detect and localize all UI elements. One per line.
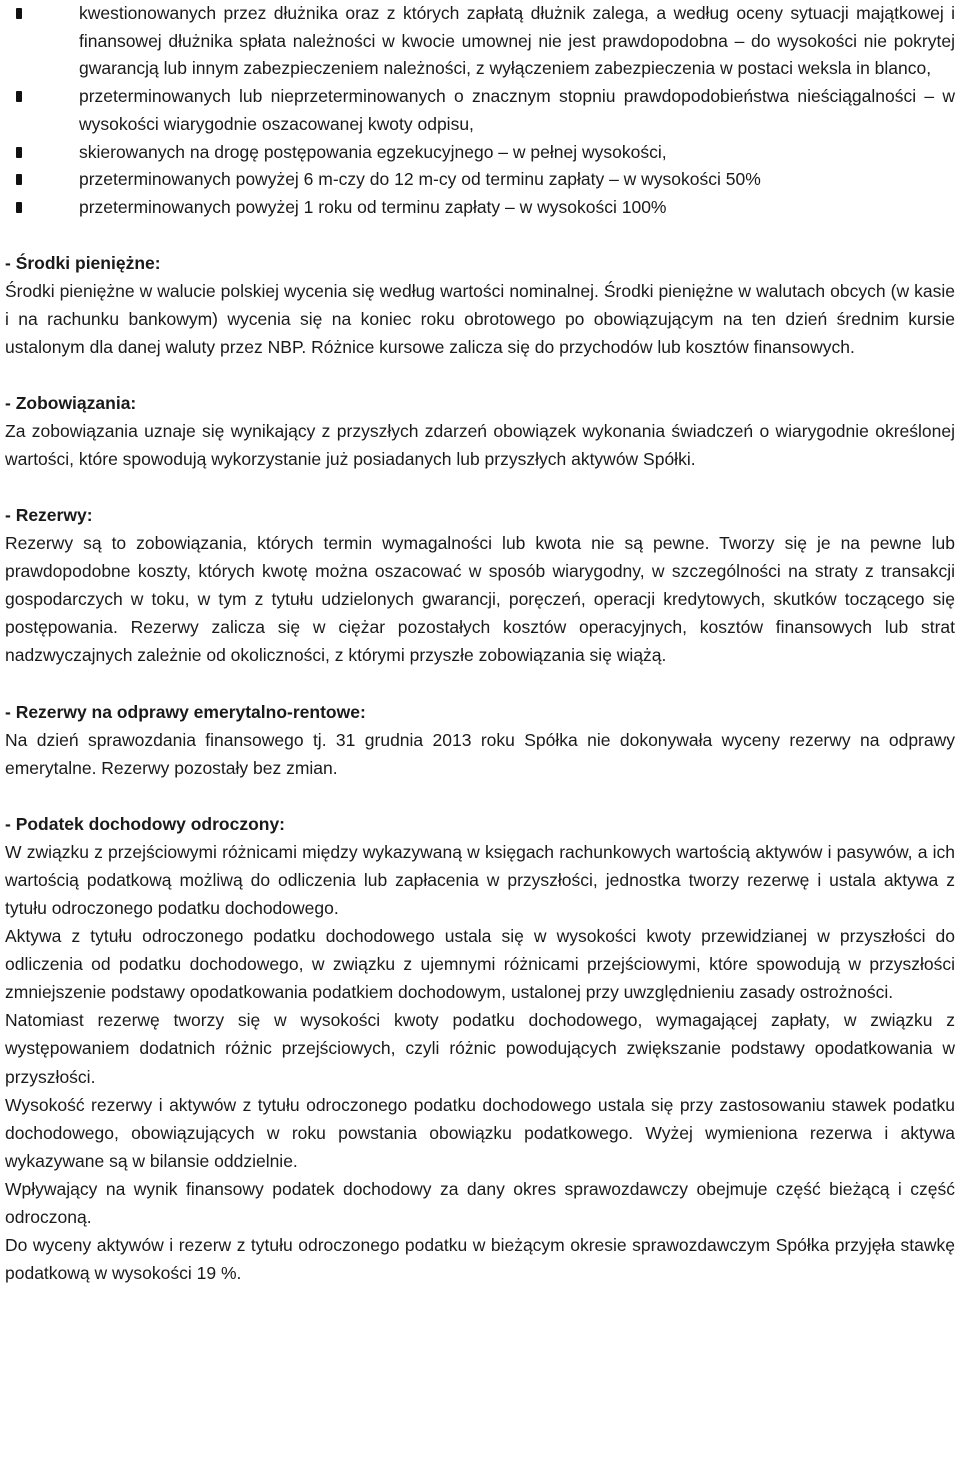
section-provisions xyxy=(5,501,955,669)
list-item xyxy=(5,83,955,138)
paragraph: Na dzień sprawozdania finansowego tj. 31 grudnia 2013 roku Spółka nie dokonywała wyceny rezerwy na odprawy emerytalne. Rezerwy pozostały bez zmian. xyxy=(5,729,955,778)
paragraph: Za zobowiązania uznaje się wynikający z przyszłych zdarzeń obowiązek wykonania świadczeń o wiarygodnie określonej wartości, które spowodują wykorzystanie już posiadanych lub przyszłych aktywów Spółki. xyxy=(5,420,955,469)
document-page xyxy=(5,0,955,1287)
bullet-square-icon xyxy=(16,202,22,213)
section-deferred-tax xyxy=(5,810,955,1288)
list-item-text: przeterminowanych powyżej 6 m-czy do 12 m-cy od terminu zapłaty – w wysokości 50% xyxy=(79,169,761,190)
paragraph: Wpływający na wynik finansowy podatek dochodowy za dany okres sprawozdawczy obejmuje część bieżącą i część odroczoną. xyxy=(5,1178,955,1227)
bullet-square-icon xyxy=(16,91,22,102)
paragraph: Rezerwy są to zobowiązania, których termin wymagalności lub kwota nie są pewne. Tworzy się je na pewne lub prawdopodobne koszty, których kwotę można oszacować w sposób wiarygodny, w szczególności na straty z transakcji gospodarczych w toku, w tym z tytułu udzielonych gwarancji, poręczeń, operacji kredytowych, skutków toczącego się postępowania. Rezerwy zalicza się w ciężar pozostałych kosztów operacyjnych, kosztów finansowych lub strat nadzwyczajnych zależnie od okoliczności, z którymi przyszłe zobowiązania się wiążą. xyxy=(5,533,955,666)
list-item-text: kwestionowanych przez dłużnika oraz z których zapłatą dłużnik zalega, a według oceny sytuacji majątkowej i finansowej dłużnika spłata należności w kwocie umownej nie jest prawdopodobna – do wysokości nie pokrytej gwarancją lub innym zabezpieczeniem należności, z wyłączeniem zabezpieczenia w postaci weksla in blanco, xyxy=(79,3,955,79)
section-heading: - Zobowiązania: xyxy=(5,392,137,413)
list-item xyxy=(5,194,955,222)
list-item xyxy=(5,166,955,194)
receivables-write-off-list xyxy=(5,0,955,222)
bullet-square-icon xyxy=(16,174,22,185)
paragraph: Natomiast rezerwę tworzy się w wysokości kwoty podatku dochodowego, wymagającej zapłaty, w związku z występowaniem dodatnich różnic przejściowych, czyli różnic powodujących zwiększanie podstawy opodatkowania w przyszłości. xyxy=(5,1010,955,1087)
paragraph: Aktywa z tytułu odroczonego podatku dochodowego ustala się w wysokości kwoty przewidzianej w przyszłości do odliczenia od podatku dochodowego, w związku z ujemnymi różnicami przejściowymi, które spowodują w przyszłości zmniejszenie podstawy opodatkowania podatkiem dochodowym, ustalonej przy uwzględnieniu zasady ostrożności. xyxy=(5,926,955,1003)
list-item xyxy=(5,0,955,83)
section-cash xyxy=(5,249,955,361)
list-item-text: przeterminowanych powyżej 1 roku od terminu zapłaty – w wysokości 100% xyxy=(79,196,667,217)
section-heading: - Środki pieniężne: xyxy=(5,252,161,273)
paragraph: Wysokość rezerwy i aktywów z tytułu odroczonego podatku dochodowego ustala się przy zastosowaniu stawek podatku dochodowego, obowiązujących w roku powstania obowiązku podatkowego. Wyżej wymieniona rezerwa i aktywa wykazywane są w bilansie oddzielnie. xyxy=(5,1094,955,1171)
paragraph: Środki pieniężne w walucie polskiej wycenia się według wartości nominalnej. Środki pieniężne w walutach obcych (w kasie i na rachunku bankowym) wycenia się na koniec roku obrotowego po obowiązującym na ten dzień średnim kursie ustalonym dla danej waluty przez NBP. Różnice kursowe zalicza się do przychodów lub kosztów finansowych. xyxy=(5,280,955,357)
bullet-square-icon xyxy=(16,8,22,19)
section-heading: - Podatek dochodowy odroczony: xyxy=(5,813,286,834)
list-item-text: przeterminowanych lub nieprzeterminowanych o znacznym stopniu prawdopodobieństwa nieściągalności – w wysokości wiarygodnie oszacowanej kwoty odpisu, xyxy=(79,86,955,134)
list-item xyxy=(5,139,955,167)
paragraph: W związku z przejściowymi różnicami między wykazywaną w księgach rachunkowych wartością aktywów i pasywów, a ich wartością podatkową możliwą do odliczenia lub zapłacenia w przyszłości, jednostka tworzy rezerwę i ustala aktywa z tytułu odroczonego podatku dochodowego. xyxy=(5,841,955,918)
bullet-square-icon xyxy=(16,147,22,158)
list-item-text: skierowanych na drogę postępowania egzekucyjnego – w pełnej wysokości, xyxy=(79,141,667,162)
section-liabilities xyxy=(5,389,955,473)
section-pension-provisions xyxy=(5,698,955,782)
section-heading: - Rezerwy na odprawy emerytalno-rentowe: xyxy=(5,701,366,722)
section-heading: - Rezerwy: xyxy=(5,505,93,526)
paragraph: Do wyceny aktywów i rezerw z tytułu odroczonego podatku w bieżącym okresie sprawozdawczym Spółka przyjęła stawkę podatkową w wysokości 19 %. xyxy=(5,1235,955,1284)
